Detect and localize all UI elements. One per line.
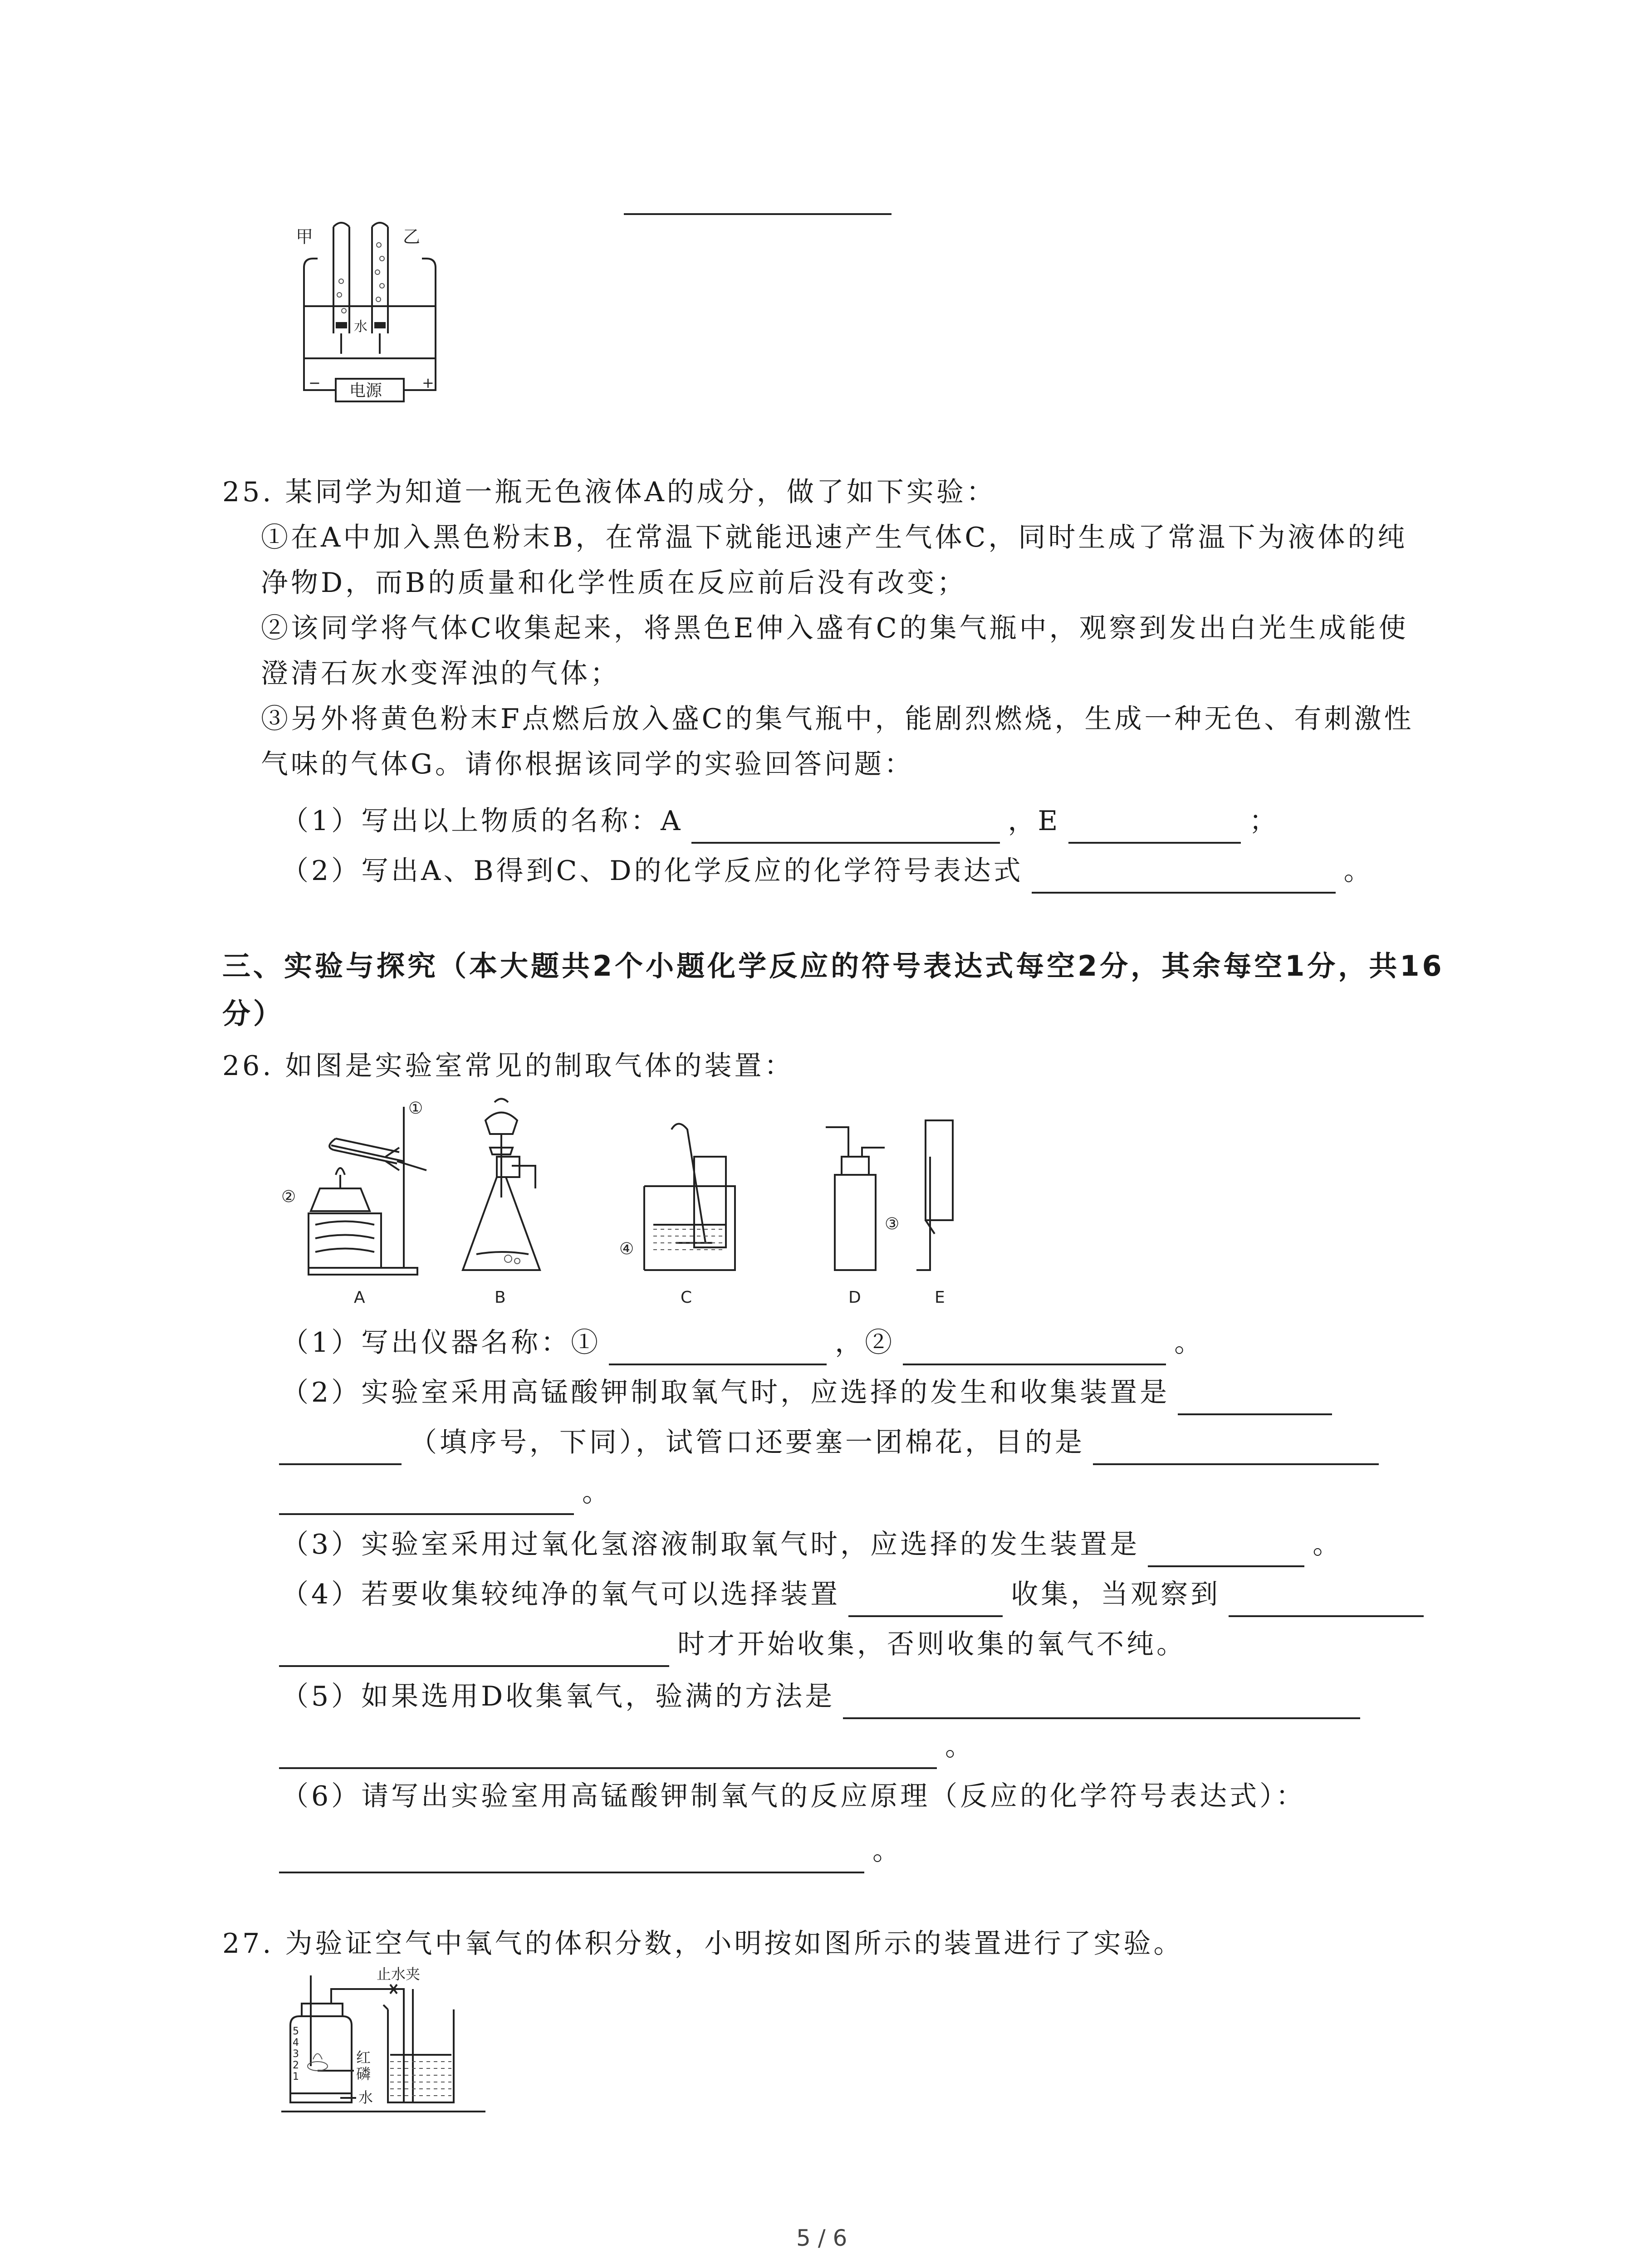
q26-answer-6[interactable] bbox=[279, 1840, 864, 1873]
mark-1: 1 bbox=[293, 2071, 299, 2082]
label-apparatus-c: C bbox=[681, 1288, 692, 1307]
section-3-heading-line2: 分） bbox=[222, 997, 284, 1030]
label-circle-3: ③ bbox=[885, 1215, 900, 1233]
label-apparatus-a: A bbox=[354, 1288, 365, 1307]
label-circle-2: ② bbox=[281, 1188, 296, 1206]
q25-statement-1b: 净物D，而B的质量和化学性质在反应前后没有改变； bbox=[261, 567, 967, 599]
q26-part-5-text: （5）如果选用D收集氧气，验满的方法是 bbox=[281, 1681, 835, 1712]
q26-answer-4-apparatus[interactable] bbox=[848, 1584, 1003, 1617]
page-number: 5 / 6 bbox=[796, 2225, 847, 2251]
water-label: 水 bbox=[354, 319, 367, 335]
label-red: 红 bbox=[356, 2049, 371, 2066]
q25-part-1-end: ； bbox=[1249, 805, 1279, 837]
electrolysis-figure bbox=[286, 218, 485, 417]
q26-part-5b bbox=[279, 1724, 975, 1769]
q26-part-2b bbox=[279, 1420, 1387, 1465]
q26-answer-5-cont[interactable] bbox=[279, 1735, 937, 1769]
q26-part-4b-text: 时才开始收集，否则收集的氧气不纯。 bbox=[677, 1628, 1186, 1660]
tube-label-jia: 甲 bbox=[296, 227, 314, 247]
q26-part-3-end: 。 bbox=[1313, 1529, 1343, 1560]
q26-stem: 26. 如图是实验室常见的制取气体的装置： bbox=[222, 1050, 794, 1082]
q26-part-5-end: 。 bbox=[945, 1730, 975, 1762]
q25-part-2-end: 。 bbox=[1343, 855, 1374, 887]
q27-stem: 27. 为验证空气中氧气的体积分数，小明按如图所示的装置进行了实验。 bbox=[222, 1928, 1184, 1960]
plus-label: + bbox=[422, 374, 434, 391]
q26-answer-instrument-1[interactable] bbox=[609, 1332, 827, 1365]
q26-answer-instrument-2[interactable] bbox=[903, 1332, 1166, 1365]
q26-part-6b bbox=[279, 1828, 902, 1873]
oxygen-volume-figure bbox=[281, 1966, 508, 2116]
q26-answer-2-apparatus[interactable] bbox=[1178, 1382, 1332, 1415]
q26-part-2a bbox=[281, 1370, 1340, 1415]
q26-part-6a: （6）请写出实验室用高锰酸钾制氧气的反应原理（反应的化学符号表达式）： bbox=[281, 1780, 1306, 1812]
label-circle-4: ④ bbox=[619, 1240, 634, 1258]
label-water: 水 bbox=[358, 2089, 373, 2106]
label-circle-1: ① bbox=[408, 1099, 423, 1118]
q26-answer-4-observe[interactable] bbox=[1229, 1584, 1424, 1617]
q26-answer-2-purpose[interactable] bbox=[1093, 1432, 1379, 1465]
q25-part-1-mid: ，E bbox=[1008, 805, 1061, 837]
q26-part-5a bbox=[281, 1674, 1368, 1719]
q26-part-4a bbox=[281, 1572, 1432, 1617]
q25-statement-1a: ①在A中加入黑色粉末B，在常温下就能迅速产生气体C，同时生成了常温下为液体的纯 bbox=[261, 522, 1408, 553]
minus-label: − bbox=[309, 374, 321, 391]
q25-part-1-prefix: （1）写出以上物质的名称：A bbox=[281, 805, 683, 837]
label-apparatus-b: B bbox=[495, 1288, 506, 1307]
q26-answer-4-observe-cont[interactable] bbox=[279, 1633, 669, 1667]
q25-stem: 25. 某同学为知道一瓶无色液体A的成分，做了如下实验： bbox=[222, 476, 996, 508]
q25-statement-3a: ③另外将黄色粉末F点燃后放入盛C的集气瓶中，能剧烈燃烧，生成一种无色、有刺激性 bbox=[261, 703, 1414, 735]
q26-part-2c bbox=[279, 1470, 612, 1515]
q26-part-1-mid: ，② bbox=[835, 1327, 895, 1359]
tube-label-yi: 乙 bbox=[403, 227, 421, 247]
label-phosphorus: 磷 bbox=[356, 2065, 371, 2082]
section-3-heading-line1: 三、实验与探究（本大题共2个小题化学反应的符号表达式每空2分，其余每空1分，共16 bbox=[222, 949, 1445, 982]
label-apparatus-d: D bbox=[848, 1288, 861, 1307]
label-clamp: 止水夹 bbox=[377, 1966, 421, 1983]
q26-part-2a-text: （2）实验室采用高锰酸钾制取氧气时，应选择的发生和收集装置是 bbox=[281, 1377, 1170, 1408]
q25-statement-2b: 澄清石灰水变浑浊的气体； bbox=[261, 658, 620, 689]
q26-answer-2-purpose-cont[interactable] bbox=[279, 1481, 574, 1515]
gas-apparatus-figure bbox=[281, 1093, 962, 1315]
q26-answer-2-apparatus-cont[interactable] bbox=[279, 1432, 402, 1465]
q26-part-2b-text: （填序号，下同），试管口还要塞一团棉花，目的是 bbox=[410, 1427, 1085, 1458]
mark-2: 2 bbox=[293, 2060, 299, 2071]
q25-part-2 bbox=[281, 848, 1374, 894]
q25-part-2-prefix: （2）写出A、B得到C、D的化学反应的化学符号表达式 bbox=[281, 855, 1024, 887]
q25-answer-e[interactable] bbox=[1068, 810, 1241, 844]
q25-answer-equation[interactable] bbox=[1032, 860, 1336, 894]
q26-part-1 bbox=[281, 1320, 1204, 1365]
power-label: 电源 bbox=[349, 381, 382, 400]
q26-part-4b bbox=[279, 1622, 1186, 1667]
q26-part-1-prefix: （1）写出仪器名称：① bbox=[281, 1327, 601, 1359]
q26-part-4a-mid: 收集，当观察到 bbox=[1011, 1579, 1221, 1610]
q26-part-3 bbox=[281, 1522, 1342, 1567]
mark-3: 3 bbox=[293, 2048, 299, 2060]
label-apparatus-e: E bbox=[935, 1288, 945, 1307]
q26-part-6-end: 。 bbox=[872, 1835, 902, 1867]
q26-part-4a-text: （4）若要收集较纯净的氧气可以选择装置 bbox=[281, 1579, 841, 1610]
q25-answer-a[interactable] bbox=[691, 810, 1000, 844]
mark-5: 5 bbox=[293, 2026, 299, 2037]
q26-part-2c-end: 。 bbox=[582, 1476, 612, 1508]
mark-4: 4 bbox=[293, 2037, 299, 2048]
q25-statement-2a: ②该同学将气体C收集起来，将黑色E伸入盛有C的集气瓶中，观察到发出白光生成能使 bbox=[261, 612, 1409, 644]
q25-part-1 bbox=[281, 798, 1279, 844]
q25-statement-3b: 气味的气体G。请你根据该同学的实验回答问题： bbox=[261, 748, 914, 780]
q26-answer-3[interactable] bbox=[1148, 1534, 1304, 1567]
q24-answer-blank[interactable] bbox=[624, 213, 892, 215]
q26-part-1-end: 。 bbox=[1174, 1327, 1205, 1359]
q26-part-3-text: （3）实验室采用过氧化氢溶液制取氧气时，应选择的发生装置是 bbox=[281, 1529, 1140, 1560]
q26-answer-5[interactable] bbox=[843, 1686, 1360, 1719]
